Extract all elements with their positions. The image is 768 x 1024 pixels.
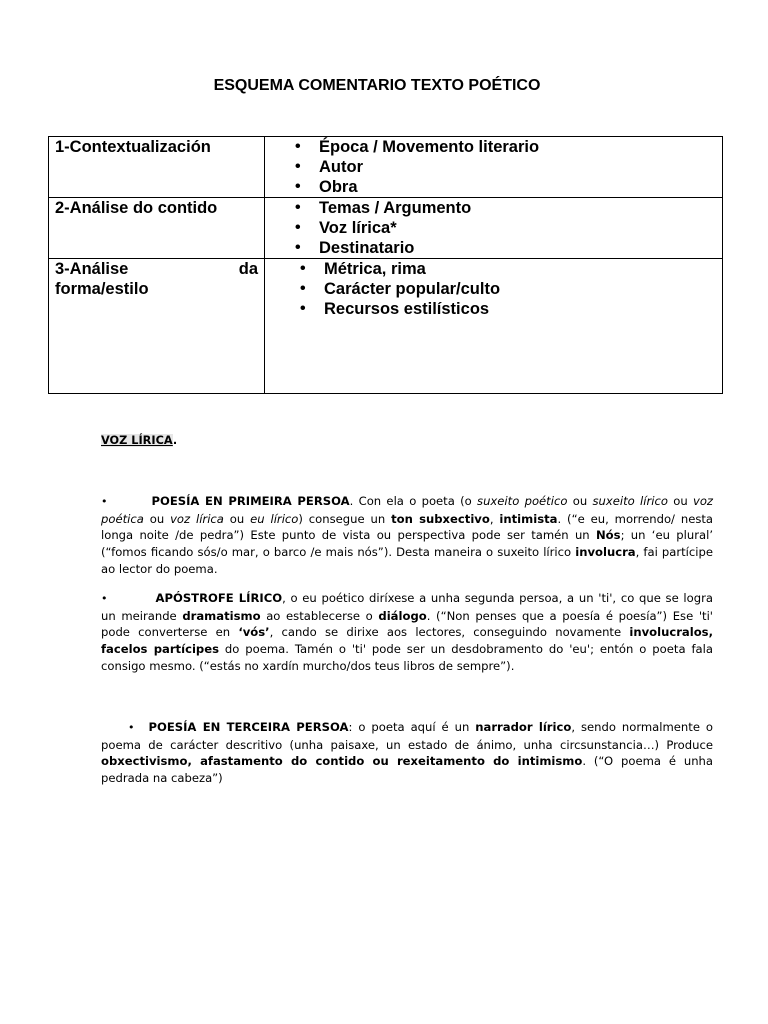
row-heading-text: 2-Análise do contido [55, 199, 218, 217]
section-apostrofe-lirico: • APÓSTROFE LÍRICO, o eu poético diríxese a unha segunda persoa, a un 'ti', co que se logra un meirande dramatismo ao establecerse o diálogo. (“Non penses que a poesía é poesía”) Ese 'ti' pode converterse en ‘vós’, cando se dirixe aos lectores, conseguindo novamente involucralos, facelos partícipes do poema. Tamén o 'ti' pode ser un desdobramento do 'eu'; entón o poeta fala consigo mesmo. (“estás no xardín murcho/dos teus libros de sempre”). [101, 591, 713, 673]
row-items-list [265, 198, 722, 258]
section-primeira-persoa: • POESÍA EN PRIMEIRA PERSOA. Con ela o poeta (o suxeito poético ou suxeito lírico ou voz poética ou voz lírica ou eu lírico) consegue un ton subxectivo, intimista. (“e eu, morrendo/ nesta longa noite /de pedra”) Este punto de vista ou perspectiva pode ser tamén un Nós; un ‘eu plural’ (“fomos ficando sós/o mar, o barco /e mais nós”). Desta maneira o suxeito lírico involucra, fai partícipe ao lector do poema. [101, 494, 714, 576]
list-item: • Carácter popular/culto [265, 279, 722, 299]
row-heading [49, 198, 265, 259]
section-heading: APÓSTROFE LÍRICO [155, 591, 283, 605]
list-item: • Autor [265, 157, 722, 177]
list-item: • Destinatario [265, 238, 722, 258]
row-heading-text: 1-Contextualización [55, 138, 211, 156]
voz-lirica-label: VOZ LÍRICA [101, 434, 173, 447]
scheme-table [48, 136, 723, 394]
row-heading [49, 137, 265, 198]
row-items-list [265, 259, 722, 319]
voz-lirica-heading [101, 434, 177, 447]
list-item: • Recursos estilísticos [265, 299, 722, 319]
list-item: • Obra [265, 177, 722, 197]
row-heading-text: 3-Análise [55, 260, 129, 278]
row-heading-text: da [238, 260, 258, 278]
table-row [49, 137, 723, 198]
row-items-cell [265, 198, 723, 259]
voz-lirica-suffix: . [172, 434, 178, 447]
row-items-cell [265, 259, 723, 394]
row-heading [49, 259, 265, 394]
page-title: ESQUEMA COMENTARIO TEXTO POÉTICO [213, 77, 541, 94]
list-item: • Voz lírica* [265, 218, 722, 238]
list-item: • Época / Movemento literario [265, 137, 722, 157]
row-heading-line: forma/estilo [55, 280, 149, 298]
bullet-icon: • [101, 495, 108, 508]
table-row [49, 259, 723, 394]
section-heading: POESÍA EN TERCEIRA PERSOA [148, 720, 349, 734]
section-terceira-persoa: • POESÍA EN TERCEIRA PERSOA: o poeta aquí é un narrador lírico, sendo normalmente o poema de carácter descritivo (unha paisaxe, un estado de ánimo, unha circsunstancia…) Produce obxectivismo, afastamento do contido ou rexeitamento do intimismo. (“O poema é unha pedrada na cabeza”) [101, 720, 713, 786]
row-items-cell [265, 137, 723, 198]
section-heading: POESÍA EN PRIMEIRA PERSOA [151, 494, 350, 508]
list-item: • Métrica, rima [265, 259, 722, 279]
list-item: • Temas / Argumento [265, 198, 722, 218]
row-heading-line [55, 259, 258, 279]
bullet-icon: • [101, 592, 108, 605]
row-items-list [265, 137, 722, 197]
table-row [49, 198, 723, 259]
bullet-icon: • [128, 721, 135, 734]
